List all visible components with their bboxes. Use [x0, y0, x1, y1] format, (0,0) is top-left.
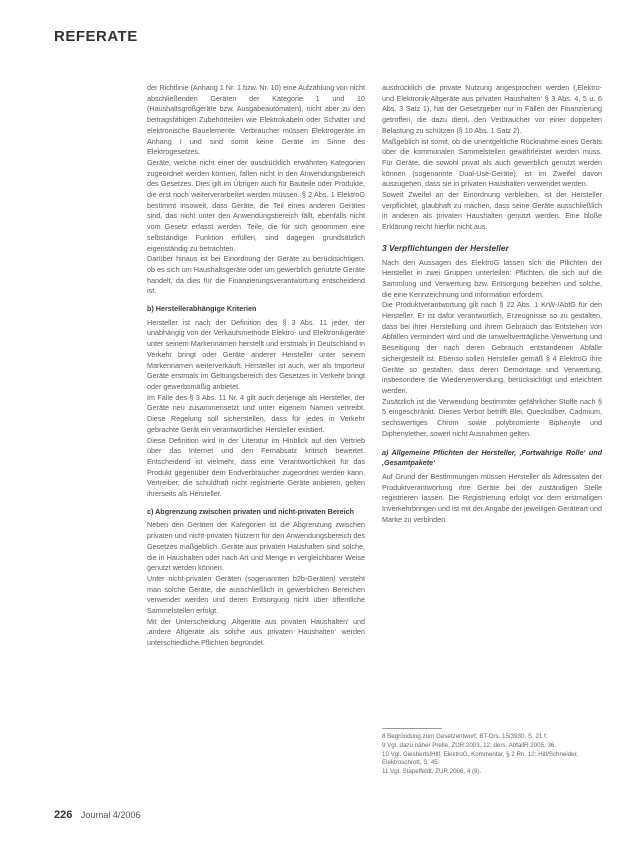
- page-footer: [54, 809, 140, 821]
- body-paragraph: Die Produktverantwortung gilt nach § 22 Abs. 1 KrW-/AbfG für den Hersteller. Er ist dafür verantwortlich, Erzeugnisse so zu gestalten, dass bei ihrer Herstellung und ihrem Gebrauch das Entstehen von Abfällen vermindert wird und die umweltverträgliche Verwertung und Beseitigung der nach deren Gebrauch entstandenen Abfälle sichergestellt ist. Ebenso sollen Hersteller gemäß § 4 ElektroG ihre Geräte so gestalten, dass deren Demontage und Verwertung, insbesondere die Wiederverwendung, berücksichtigt und erleichtert werden.: [382, 300, 602, 395]
- footnote: 11 Vgl. Stapelfeldt, ZUR 2006, 4 (8).: [382, 768, 482, 776]
- body-paragraph: Maßgeblich ist somit, ob die unentgeltliche Rücknahme eines Geräts über die kommunalen Sammelstellen gewährleistet werden muss. Für Geräte, die sowohl privat als auch gewerblich genutzt werden können (sogenannte Dual-Use-Geräte), ist im Zweifel davon auszugehen, dass sie in privaten Haushalten verwendet werden.: [382, 136, 602, 189]
- body-paragraph: Im Falle des § 3 Abs. 11 Nr. 4 gilt auch derjenige als Hersteller, der Geräte neu zusammensetzt und unter eigenem Namen vertreibt. Diese Regelung soll sicherstellen, dass für jedes in Verkehr gebrachte Gerät ein verantwortlicher Hersteller existiert.: [147, 392, 365, 434]
- footnote-divider: [382, 728, 442, 729]
- section-heading: c) Abgrenzung zwischen privaten und nicht-privaten Bereich: [147, 506, 355, 516]
- section-heading: a) Allgemeine Pflichten der Hersteller, ‚Fortwährige Rolle‘ und ‚Gesamtpakete‘: [382, 447, 602, 468]
- body-paragraph: Auf Grund der Bestimmungen müssen Hersteller als Adressaten der Produktverantwortung ihre Geräte bei der zuständigen Stelle registrieren lassen. Die Registrierung erfolgt vor dem erstmaligen Inverkehrbringen und ist mit der Angabe der jeweiligen Geräteart und Marke zu verbinden.: [382, 471, 602, 524]
- right-column: [382, 83, 602, 525]
- body-paragraph: Darüber hinaus ist bei Einordnung der Geräte zu berücksichtigen, ob es sich um Haushaltsgeräte oder um gewerblich genutzte Geräte handelt, da dies für die Finanzierungsverantwortung entscheidend ist.: [147, 254, 365, 296]
- body-paragraph: Unter nicht-privaten Geräten (sogenannten b2b-Geräten) versteht man solche Geräte, die ausschließlich in gewerblichen Bereichen verwendet werden und deren Entsorgung nicht über öffentliche Sammelstellen erfolgt.: [147, 573, 365, 616]
- body-paragraph: Geräte, welche nicht einer der ausdrücklich erwähnten Kategorien zugeordnet werden können, fallen nicht in den Anwendungsbereich des Gesetzes. Dies gilt im Übrigen auch für Bauteile oder Produkte, die erst noch weiterverarbeitet werden müssen. § 2 Abs. 1 ElektroG bestimmt insoweit, dass Geräte, die Teil eines anderen Gerätes sind, das nicht unter den Anwendungsbereich fällt, ebenfalls nicht vom Gesetz erfasst werden. Teile, die für sich genommen eine selbständige Funktion erfüllen, sind dagegen grundsätzlich eigenständig zu betrachten.: [147, 157, 365, 253]
- body-paragraph: Nach den Aussagen des ElektroG lassen sich die Pflichten der Hersteller in zwei Gruppen unterteilen: Pflichten, die sich auf die Sammlung und Verwertung bzw. Entsorgung beziehen und solche, die eine Kennzeichnung und Information erfordern.: [382, 257, 602, 299]
- footnote: 9 Vgl. dazu näher Prelle, ZUR 2003, 12; ders. AbfallR 2005, 36.: [382, 741, 557, 749]
- footnote: 8 Begründung zum Gesetzentwurf, BT-Drs. 15/3930, S. 21 f.: [382, 733, 548, 740]
- body-paragraph: Diese Definition wird in der Literatur im Hinblick auf den Vertrieb über das Internet und den Fernabsatz kritisch bewertet. Entscheidend ist vielmehr, dass eine Verantwortlichkeit für das Produkt gegenüber dem Endverbraucher zugeordnet werden kann. Vertreiber, die schuldhaft nicht registrierte Geräte anbieten, gelten ihrerseits als Hersteller.: [147, 435, 365, 499]
- footnotes: [382, 728, 602, 777]
- page-number: 226: [54, 809, 73, 821]
- body-paragraph: Zusätzlich ist die Verwendung bestimmter gefährlicher Stoffe nach § 5 eingeschränkt. Dieses Verbot betrifft Blei, Quecksilber, Cadmium, sechswertiges Chrom sowie polybromierte Biphenyle und Diphenylether, soweit nicht Ausnahmen gelten.: [382, 396, 602, 438]
- section-title: REFERATE: [54, 28, 138, 45]
- section-heading: b) Herstellerabhängige Kriterien: [147, 304, 257, 314]
- body-paragraph: Hersteller ist nach der Definition des § 3 Abs. 11 jeder, der unabhängig von der Verkaufsmethode Elektro- und Elektronikgeräte unter seinem Markennamen herstellt und erstmals in Deutschland in Verkehr bringt oder Geräte anderer Hersteller unter seinem Markennamen weiterverkauft. Hersteller ist auch, wer als Importeur Geräte erstmals im Geltungsbereich des Gesetzes in Verkehr bringt oder gewerbsmäßig anbietet.: [147, 317, 365, 391]
- body-paragraph: der Richtlinie (Anhang 1 Nr. 1 bzw. Nr. 10) eine Aufzählung von nicht abschließenden Geräten der Kategorie 1 und 10 (Haushaltsgroßgeräte bzw. Ausgabeautomaten), nicht aber zu den beitragsfähigen Zubehörteilen wie Elektrokabeln oder Schalter und elektronische Bauelemente. Verbraucher müssen Elektrogeräte im Anhang I und sind somit keine Geräte im Sinne des Elektrogesetzes.: [147, 83, 365, 157]
- body-paragraph: Soweit Zweifel an der Einordnung verbleiben, ist der Hersteller verpflichtet, glaubhaft zu machen, dass seine Geräte ausschließlich in anderen als privaten Haushalten genutzt werden. Eine bloße Erklärung reicht hierfür nicht aus.: [382, 190, 602, 232]
- body-paragraph: Mit der Unterscheidung ‚Altgeräte aus privaten Haushalten‘ und ‚andere Altgeräte als solche aus privaten Haushalten‘ werden unterschiedliche Pflichten begründet.: [147, 616, 365, 648]
- footnote: 10 Vgl. Giesberts/Hilf, ElektroG, Kommentar, § 2 Rn. 12; Hilf/Schneider, Elektroschrott, S. 45.: [382, 750, 579, 767]
- body-paragraph: ausdrücklich die private Nutzung angesprochen werden (‚Elektro- und Elektronik-Altgeräte aus privaten Haushalten‘ § 3 Abs. 4, 5 u. 6 Abs. 3 Satz 1), hat der Gesetzgeber nur in Fällen der Finanzierung getroffen, die dazu dient, den Verbraucher vor einer doppelten Belastung zu schützen (§ 10 Abs. 1 Satz 2).: [382, 83, 602, 135]
- journal-name: Journal 4/2006: [80, 810, 141, 820]
- left-column: [147, 83, 365, 649]
- chapter-heading: 3 Verpflichtungen der Hersteller: [382, 242, 509, 253]
- body-paragraph: Neben den Geräten der Kategorien ist die Abgrenzung zwischen privaten und nicht-privaten Nutzern für den Anwendungsbereich des Gesetzes maßgeblich. Geräte aus privaten Haushalten sind solche, die in Haushalten oder nach Art und Menge in vergleichbarer Weise genutzt werden können.: [147, 520, 365, 573]
